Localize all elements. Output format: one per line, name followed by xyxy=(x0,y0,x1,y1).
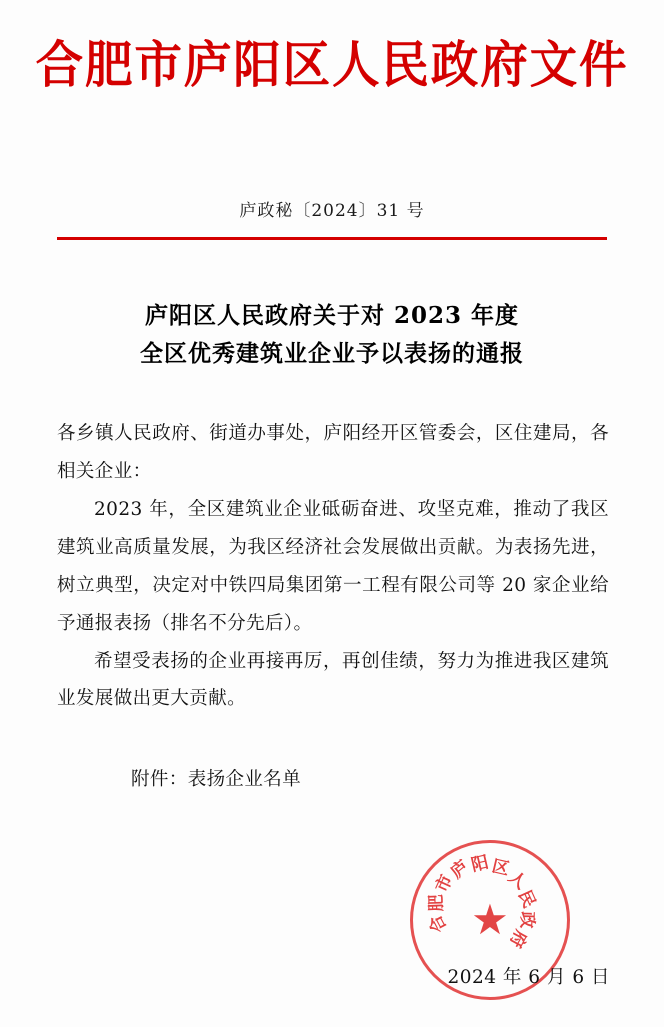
seal-star-icon: ★ xyxy=(471,895,509,944)
seal-char: 肥 xyxy=(426,894,448,912)
document-title xyxy=(0,297,664,373)
seal-char: 区 xyxy=(489,856,512,880)
body-paragraph-salutation: 各乡镇人民政府、街道办事处，庐阳经开区管委会，区住建局，各相关企业： xyxy=(57,423,609,482)
body-paragraph-closing: 希望受表扬的企业再接再厉，再创佳绩，努力为推进我区建筑业发展做出更大贡献。 xyxy=(57,650,609,710)
document-date: 2024 年 6 月 6 日 xyxy=(447,967,610,988)
seal-char: 府 xyxy=(504,926,531,951)
document-body xyxy=(57,415,609,718)
seal-char: 合 xyxy=(425,911,452,936)
document-title-line-2: 全区优秀建筑业企业予以表扬的通报 xyxy=(140,339,524,367)
seal-char: 庐 xyxy=(447,856,473,883)
seal-char: 市 xyxy=(431,871,458,896)
seal-char: 人 xyxy=(504,867,531,894)
body-paragraph-main: 2023 年，全区建筑业企业砥砺奋进、攻坚克难，推动了我区建筑业高质量发展，为我区经济社会发展做出贡献。为表扬先进，树立典型，决定对中铁四局集团第一工程有限公司等 20 家企业给予通报表扬（排名不分先后）。 xyxy=(57,498,609,634)
attachment-line: 附件：表扬企业名单 xyxy=(131,769,302,790)
seal-char: 政 xyxy=(516,911,537,929)
seal-char: 阳 xyxy=(469,852,491,876)
document-title-line-1: 庐阳区人民政府关于对 2023 年度 xyxy=(144,302,520,329)
issuing-authority-title: 合肥市庐阳区人民政府文件 xyxy=(35,35,629,94)
red-separator-rule xyxy=(57,237,607,240)
document-number: 庐政秘〔2024〕31 号 xyxy=(239,201,425,221)
document-header xyxy=(0,34,664,97)
seal-char: 民 xyxy=(513,887,540,911)
